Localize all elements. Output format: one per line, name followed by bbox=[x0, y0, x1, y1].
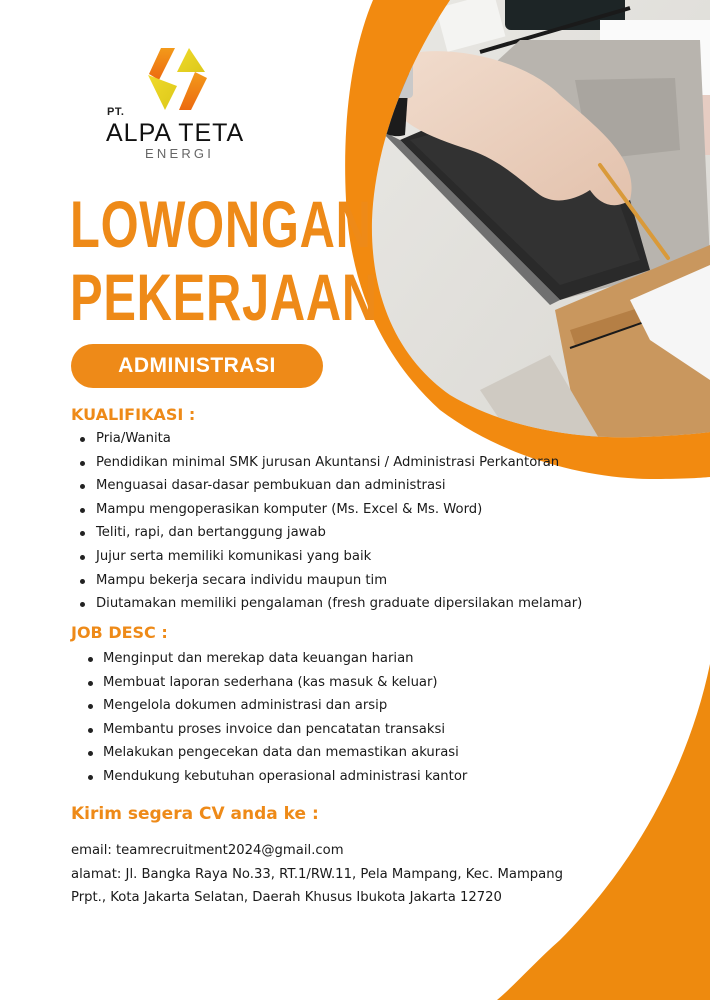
list-item bbox=[96, 474, 582, 498]
list-item bbox=[96, 521, 582, 545]
list-item bbox=[103, 647, 467, 671]
list-item bbox=[103, 741, 467, 765]
bullet-icon bbox=[80, 461, 85, 466]
list-item-text: Menginput dan merekap data keuangan harian bbox=[103, 651, 414, 666]
list-item bbox=[103, 718, 467, 742]
company-name: ALPA TETA bbox=[106, 119, 245, 147]
lightning-bolt-logo-icon bbox=[145, 46, 209, 112]
list-item bbox=[103, 765, 467, 789]
job-desc-heading: JOB DESC : bbox=[71, 623, 168, 642]
bullet-icon bbox=[88, 681, 93, 686]
list-item-text: Membuat laporan sederhana (kas masuk & keluar) bbox=[103, 674, 438, 690]
list-item-text: Menguasai dasar-dasar pembukuan dan administrasi bbox=[96, 478, 446, 494]
job-desc-list bbox=[103, 647, 467, 789]
list-item-text: Mampu mengoperasikan komputer (Ms. Excel & Ms. Word) bbox=[96, 501, 483, 517]
list-item bbox=[96, 592, 582, 616]
list-item-text: Melakukan pengecekan data dan memastikan akurasi bbox=[103, 745, 459, 761]
list-item bbox=[103, 694, 467, 718]
list-item-text: Jujur serta memiliki komunikasi yang baik bbox=[96, 548, 372, 564]
company-subtitle: ENERGI bbox=[145, 146, 215, 161]
list-item bbox=[96, 498, 582, 522]
list-item bbox=[103, 671, 467, 695]
list-item bbox=[96, 451, 582, 475]
list-item-text: Mampu bekerja secara individu maupun tim bbox=[96, 572, 388, 588]
list-item-text: Pria/Wanita bbox=[96, 431, 171, 446]
bullet-icon bbox=[80, 508, 85, 513]
bullet-icon bbox=[88, 728, 93, 733]
contact-address-line2: Prpt., Kota Jakarta Selatan, Daerah Khusus Ibukota Jakarta 12720 bbox=[71, 890, 502, 905]
list-item-text: Teliti, rapi, dan bertanggung jawab bbox=[96, 525, 326, 541]
bullet-icon bbox=[80, 579, 85, 584]
list-item-text: Pendidikan minimal SMK jurusan Akuntansi / Administrasi Perkantoran bbox=[96, 454, 560, 470]
bullet-icon bbox=[80, 437, 85, 442]
company-prefix: PT. bbox=[107, 106, 125, 118]
contact-email: email: teamrecruitment2024@gmail.com bbox=[71, 843, 344, 858]
bullet-icon bbox=[80, 555, 85, 560]
list-item bbox=[96, 545, 582, 569]
poster-title-line1: LOWONGAN bbox=[70, 187, 372, 261]
list-item bbox=[96, 569, 582, 593]
list-item-text: Membantu proses invoice dan pencatatan transaksi bbox=[103, 721, 445, 737]
list-item-text: Mengelola dokumen administrasi dan arsip bbox=[103, 698, 388, 714]
contact-address-line1: alamat: Jl. Bangka Raya No.33, RT.1/RW.11, Pela Mampang, Kec. Mampang bbox=[71, 867, 563, 882]
position-badge: ADMINISTRASI bbox=[71, 344, 323, 388]
send-cv-heading: Kirim segera CV anda ke : bbox=[71, 804, 319, 824]
poster-title-line2: PEKERJAAN bbox=[70, 260, 378, 334]
orange-corner-shape bbox=[497, 664, 710, 1000]
list-item-text: Mendukung kebutuhan operasional administrasi kantor bbox=[103, 768, 468, 784]
list-item-text: Diutamakan memiliki pengalaman (fresh graduate dipersilakan melamar) bbox=[96, 596, 583, 612]
bullet-icon bbox=[88, 657, 93, 662]
list-item bbox=[96, 427, 582, 451]
qualifications-list bbox=[96, 427, 582, 616]
qualifications-heading: KUALIFIKASI : bbox=[71, 405, 196, 424]
bullet-icon bbox=[88, 775, 93, 780]
